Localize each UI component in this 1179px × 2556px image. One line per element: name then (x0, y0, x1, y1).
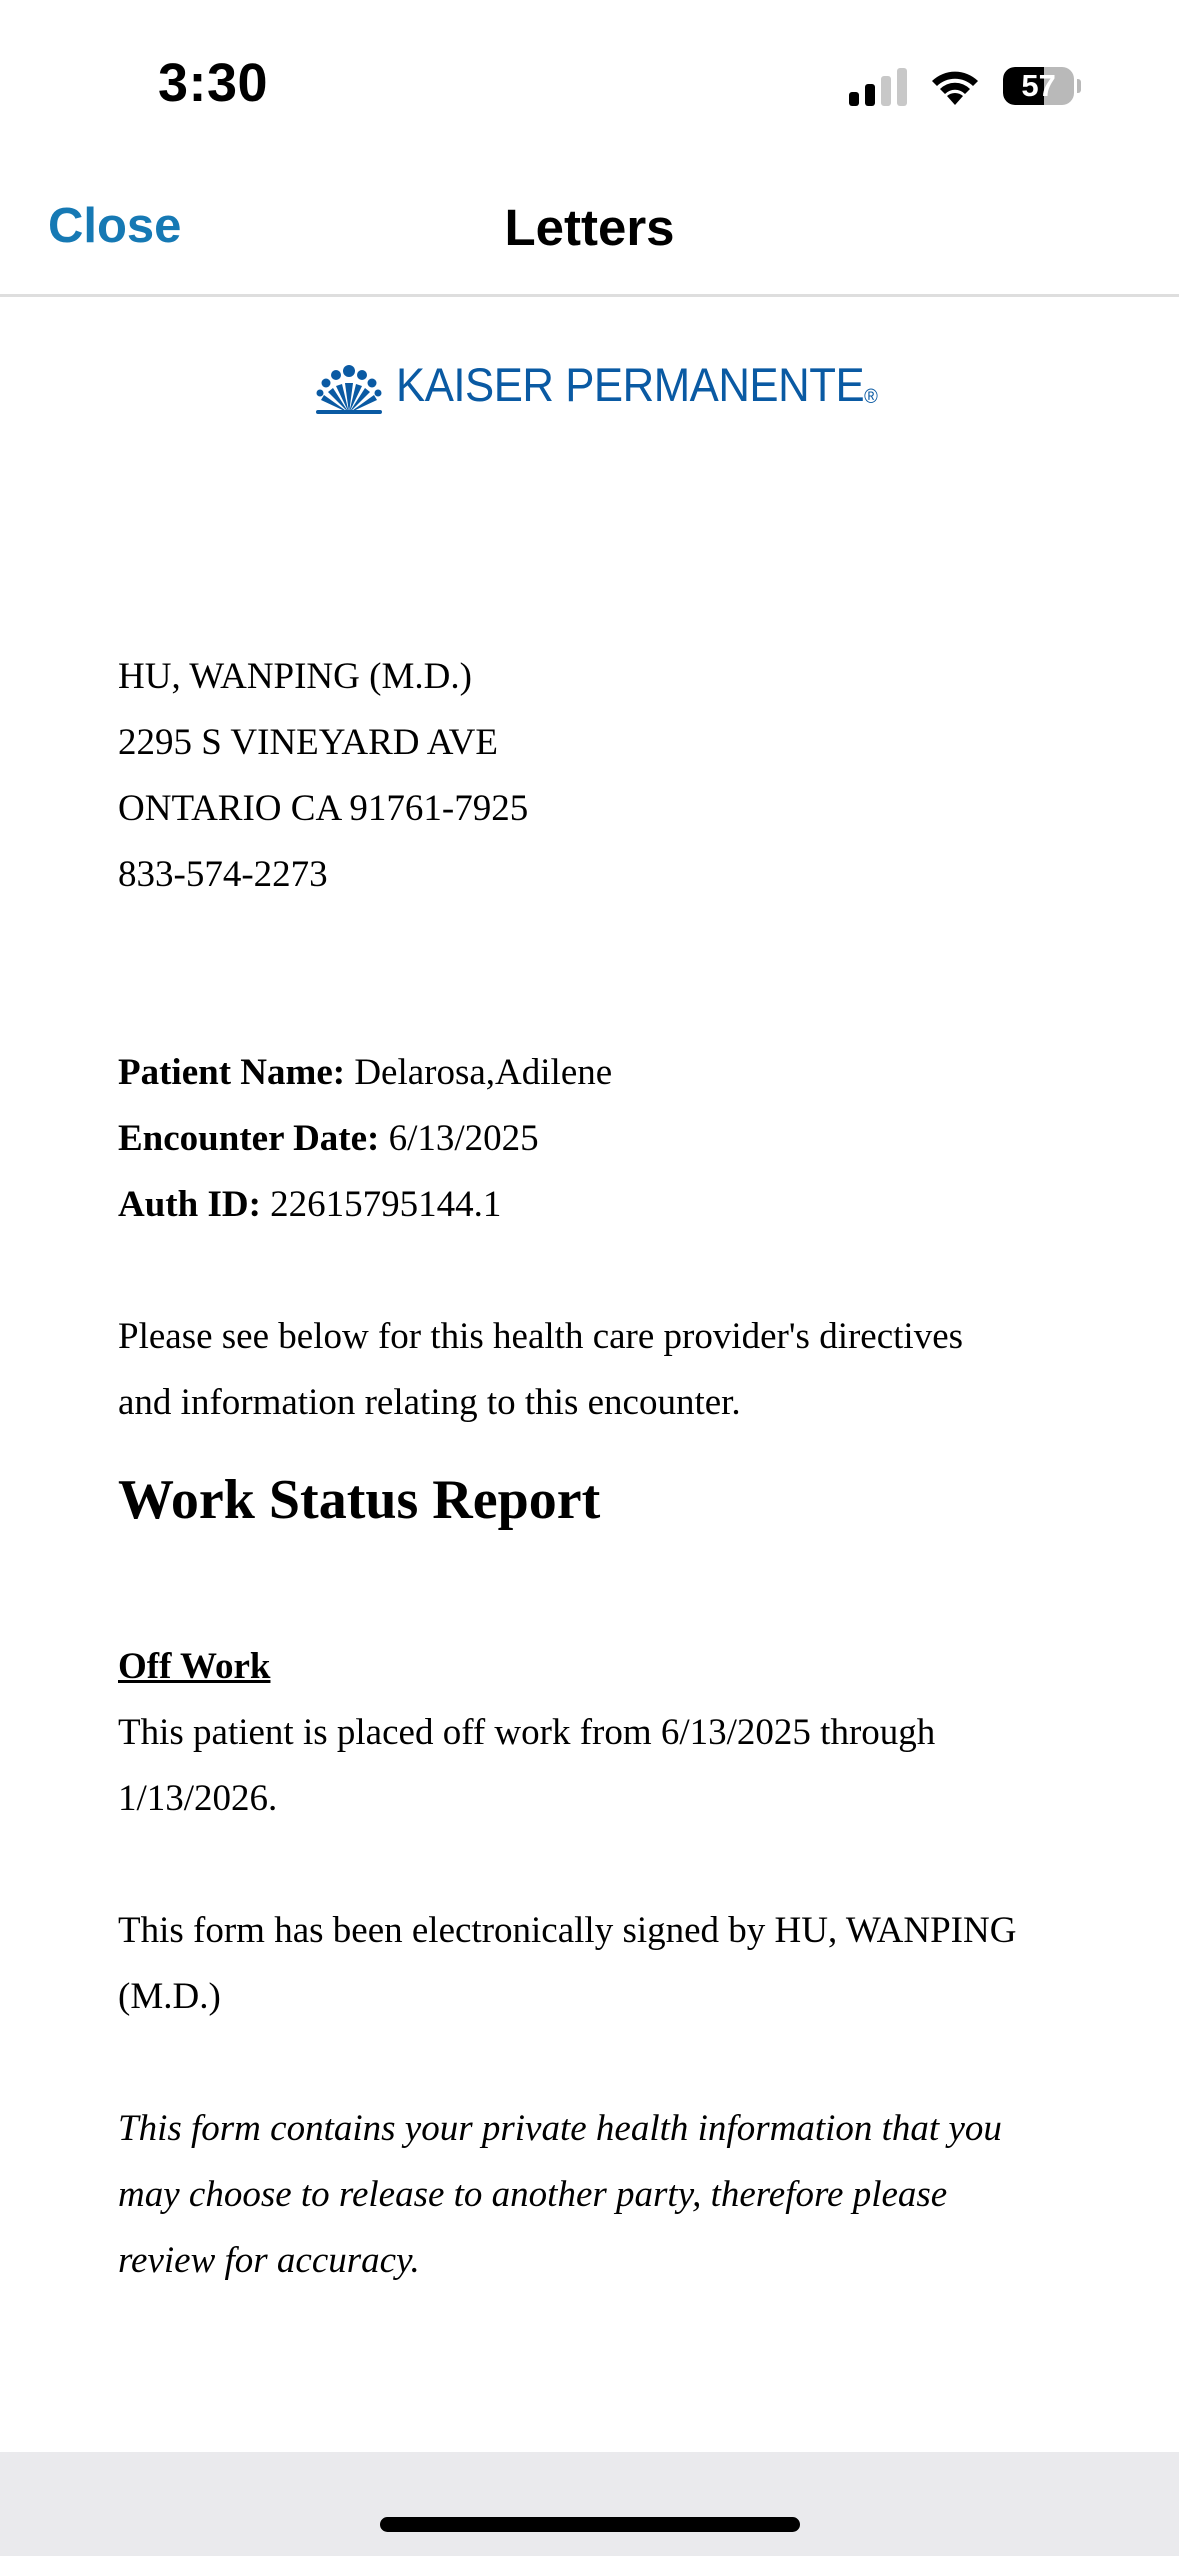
off-work-section (118, 1634, 1078, 1832)
status-bar (0, 0, 1179, 170)
privacy-line-2: may choose to release to another party, therefore please (118, 2174, 948, 2215)
home-indicator[interactable] (380, 2517, 800, 2532)
report-heading: Work Status Report (118, 1469, 601, 1531)
kaiser-permanente-logo-icon (316, 353, 382, 415)
off-work-line-2: 1/13/2026. (118, 1778, 278, 1819)
encounter-details (118, 1040, 1078, 1238)
signature-paragraph (118, 1898, 1078, 2030)
patient-name-value: Delarosa,Adilene (354, 1052, 613, 1093)
off-work-line-1: This patient is placed off work from 6/13/2025 through (118, 1712, 936, 1753)
intro-line-2: and information relating to this encounter. (118, 1382, 741, 1423)
intro-paragraph (118, 1304, 1078, 1436)
close-button[interactable]: Close (48, 199, 182, 253)
registered-mark: ® (864, 385, 878, 408)
status-icons (849, 64, 1081, 108)
provider-phone: 833-574-2273 (118, 854, 328, 895)
auth-id-value: 22615795144.1 (270, 1184, 502, 1225)
provider-address-block (118, 644, 1078, 908)
privacy-notice (118, 2096, 1078, 2294)
status-time: 3:30 (158, 53, 269, 113)
privacy-line-3: review for accuracy. (118, 2240, 420, 2281)
patient-name-row (118, 1040, 1078, 1106)
provider-name: HU, WANPING (M.D.) (118, 656, 472, 697)
kaiser-permanente-logo (316, 352, 914, 416)
signature-line-1: This form has been electronically signed by HU, WANPING (118, 1910, 1017, 1951)
patient-name-label: Patient Name: (118, 1052, 346, 1093)
page-title: Letters (504, 199, 675, 256)
encounter-date-row (118, 1106, 1078, 1172)
provider-address-line2: ONTARIO CA 91761-7925 (118, 788, 529, 829)
signature-line-2: (M.D.) (118, 1976, 221, 2017)
privacy-line-1: This form contains your private health information that you (118, 2108, 1002, 2149)
letter-content (118, 644, 1078, 2294)
auth-id-label: Auth ID: (118, 1184, 261, 1225)
cellular-signal-icon (849, 66, 907, 106)
battery-level: 57 (1021, 68, 1056, 103)
intro-line-1: Please see below for this health care provider's directives (118, 1316, 964, 1357)
kaiser-permanente-wordmark (396, 357, 877, 412)
bottom-toolbar (0, 2452, 1179, 2556)
provider-address-line1: 2295 S VINEYARD AVE (118, 722, 498, 763)
auth-id-row (118, 1172, 1078, 1238)
off-work-heading: Off Work (118, 1646, 271, 1687)
logo-text: KAISER PERMANENTE (396, 357, 865, 411)
battery-icon (1003, 66, 1081, 106)
navigation-bar (0, 170, 1179, 297)
encounter-date-label: Encounter Date: (118, 1118, 380, 1159)
wifi-icon (927, 65, 983, 107)
encounter-date-value: 6/13/2025 (388, 1118, 539, 1159)
